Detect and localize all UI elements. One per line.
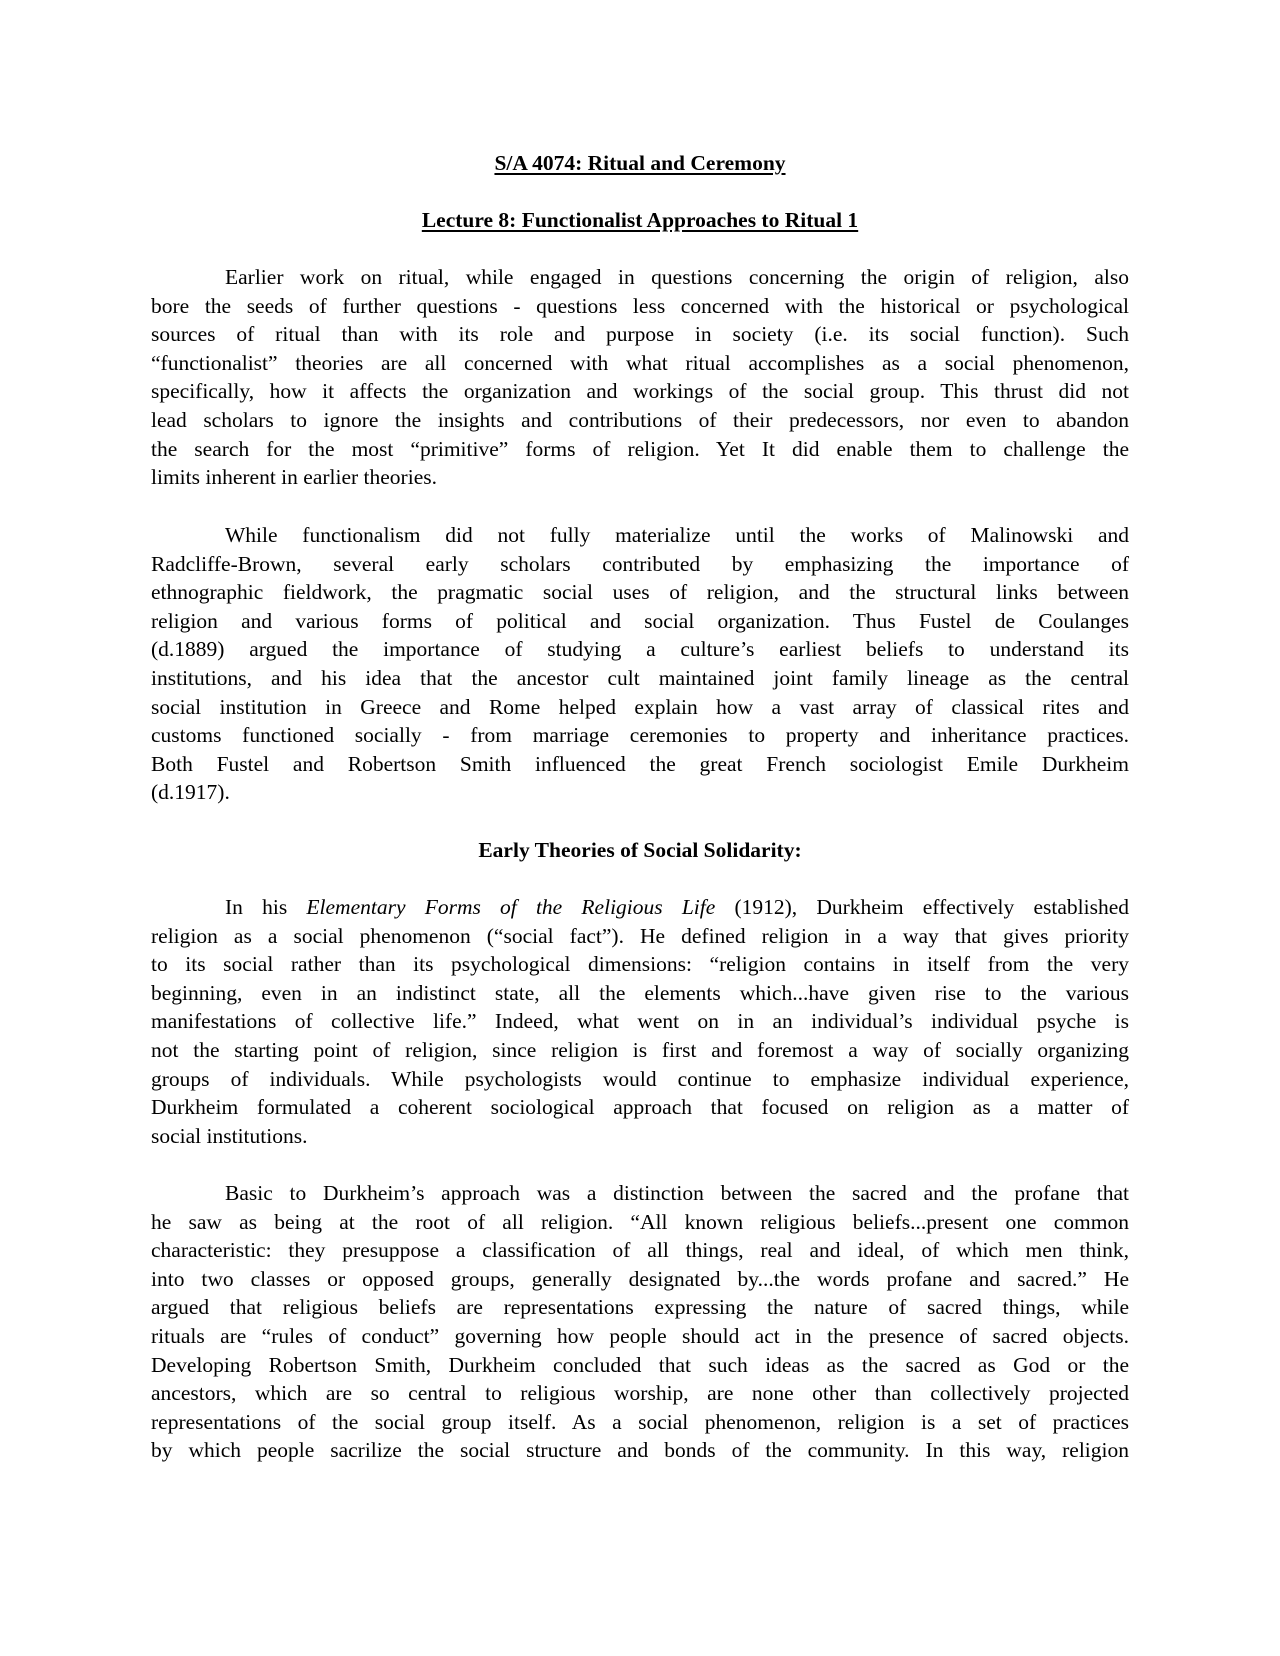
paragraph-line: Radcliffe-Brown, several early scholars contributed by emphasizing the importance of <box>151 551 1129 576</box>
paragraph-line: the search for the most “primitive” forms of religion. Yet It did enable them to challenge the <box>151 436 1129 461</box>
paragraph-line: Both Fustel and Robertson Smith influenced the great French sociologist Emile Durkheim <box>151 751 1129 776</box>
course-title: S/A 4074: Ritual and Ceremony <box>494 151 786 175</box>
paragraph-line: groups of individuals. While psychologists would continue to emphasize individual experience, <box>151 1066 1129 1091</box>
paragraph-line: specifically, how it affects the organization and workings of the social group. This thrust did not <box>151 379 1129 404</box>
paragraph-line: While functionalism did not fully materialize until the works of Malinowski and <box>225 523 1129 547</box>
paragraph-line: Earlier work on ritual, while engaged in questions concerning the origin of religion, also <box>225 265 1129 289</box>
paragraph-line: Durkheim formulated a coherent sociological approach that focused on religion as a matter of <box>151 1095 1129 1120</box>
paragraph-line: Basic to Durkheim’s approach was a distinction between the sacred and the profane that <box>225 1181 1129 1205</box>
section-heading: Early Theories of Social Solidarity: <box>478 838 802 862</box>
paragraph-line: into two classes or opposed groups, generally designated by...the words profane and sacred.” He <box>151 1266 1129 1291</box>
paragraph-line: manifestations of collective life.” Indeed, what went on in an individual’s individual psyche is <box>151 1009 1129 1034</box>
lecture-title: Lecture 8: Functionalist Approaches to Ritual 1 <box>421 208 859 232</box>
paragraph-line: lead scholars to ignore the insights and contributions of their predecessors, nor even to abandon <box>151 407 1129 432</box>
paragraph-line: to its social rather than its psychological dimensions: “religion contains in itself from the very <box>151 952 1129 977</box>
paragraph-line: rituals are “rules of conduct” governing how people should act in the presence of sacred objects. <box>151 1323 1129 1348</box>
paragraph-line: argued that religious beliefs are representations expressing the nature of sacred things, while <box>151 1295 1129 1320</box>
paragraph-line: social institutions. <box>151 1123 308 1148</box>
paragraph-line: ethnographic fieldwork, the pragmatic social uses of religion, and the structural links between <box>151 580 1129 605</box>
paragraph-line: religion and various forms of political and social organization. Thus Fustel de Coulanges <box>151 608 1129 633</box>
text-run: (1912), Durkheim effectively established <box>715 895 1129 919</box>
paragraph-4 <box>151 1179 1129 1465</box>
paragraph-line <box>151 893 1129 922</box>
paragraph-line: customs functioned socially - from marriage ceremonies to property and inheritance practices. <box>151 723 1129 748</box>
paragraph-line: beginning, even in an indistinct state, all the elements which...have given rise to the various <box>151 980 1129 1005</box>
paragraph-line: religion as a social phenomenon (“social fact”). He defined religion in a way that gives priority <box>151 923 1129 948</box>
paragraph-line: Developing Robertson Smith, Durkheim concluded that such ideas as the sacred as God or the <box>151 1352 1129 1377</box>
paragraph-2 <box>151 521 1129 807</box>
paragraph-line: he saw as being at the root of all religion. “All known religious beliefs...present one common <box>151 1209 1129 1234</box>
paragraph-line: limits inherent in earlier theories. <box>151 465 437 490</box>
text-run: In his <box>225 895 307 919</box>
paragraph-line: ancestors, which are so central to religious worship, are none other than collectively projected <box>151 1381 1129 1406</box>
paragraph-line: not the starting point of religion, since religion is first and foremost a way of socially organizing <box>151 1037 1129 1062</box>
paragraph-line: characteristic: they presuppose a classification of all things, real and ideal, of which men think, <box>151 1238 1129 1263</box>
paragraph-3 <box>151 893 1129 1150</box>
paragraph-line: representations of the social group itself. As a social phenomenon, religion is a set of practices <box>151 1409 1129 1434</box>
book-title: Elementary Forms of the Religious Life <box>306 895 716 919</box>
paragraph-line: sources of ritual than with its role and purpose in society (i.e. its social function). Such <box>151 322 1129 347</box>
paragraph-1 <box>151 263 1129 492</box>
paragraph-line: social institution in Greece and Rome helped explain how a vast array of classical rites and <box>151 694 1129 719</box>
paragraph-line: bore the seeds of further questions - questions less concerned with the historical or psychological <box>151 293 1129 318</box>
paragraph-line: (d.1889) argued the importance of studying a culture’s earliest beliefs to understand its <box>151 637 1129 662</box>
paragraph-line: “functionalist” theories are all concerned with what ritual accomplishes as a social phenomenon, <box>151 350 1129 375</box>
paragraph-line: by which people sacrilize the social structure and bonds of the community. In this way, religion <box>151 1438 1129 1463</box>
paragraph-line: (d.1917). <box>151 780 230 805</box>
paragraph-line: institutions, and his idea that the ancestor cult maintained joint family lineage as the central <box>151 665 1129 690</box>
